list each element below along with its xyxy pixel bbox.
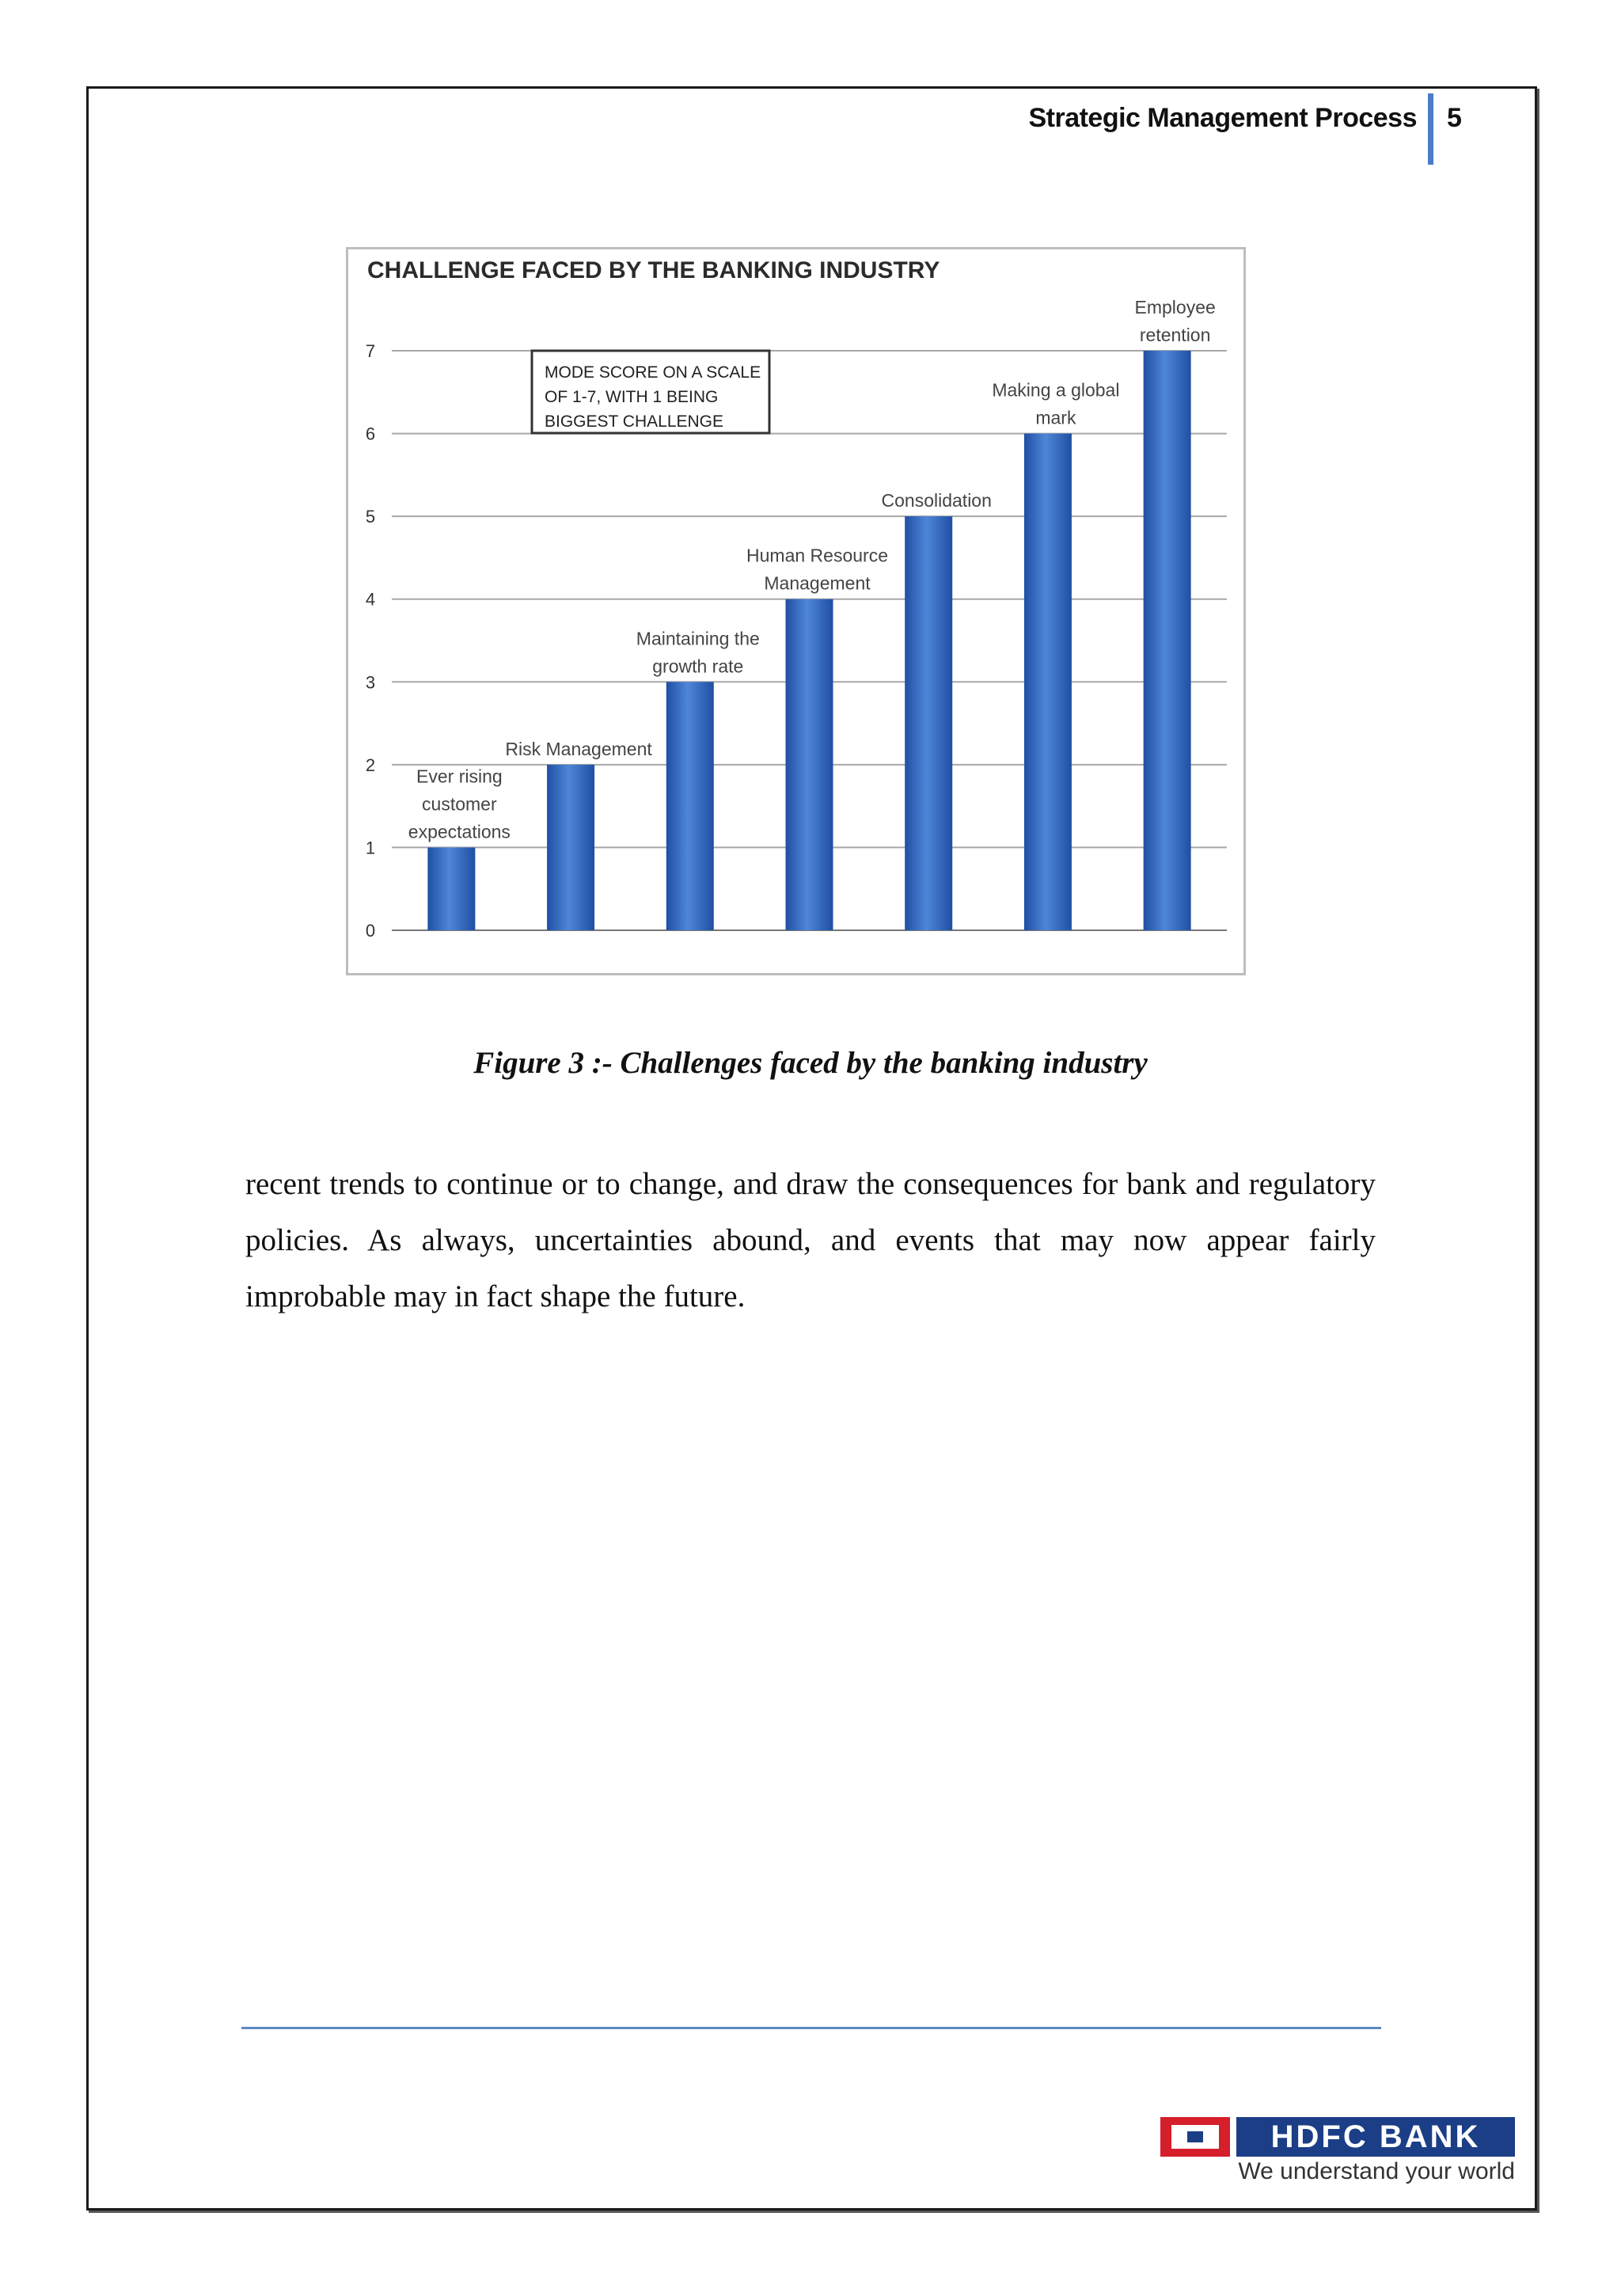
- note-text: OF 1-7, WITH 1 BEING: [545, 388, 719, 406]
- bar-category-label: Employee: [1134, 297, 1216, 317]
- footer-rule: [241, 2027, 1381, 2029]
- bar-category-label: Management: [764, 572, 871, 594]
- bar-category-label: customer: [422, 793, 497, 815]
- bar-category-label: retention: [1139, 325, 1211, 345]
- body-paragraph: recent trends to continue or to change, and draw the consequences for bank and regulatory policies. As always, uncertainties abound, and events that may now appear fairly improbable may in fact shape the future.: [245, 1167, 1376, 1313]
- bar: [427, 847, 475, 930]
- bar-category-label: Making a global: [992, 379, 1120, 401]
- y-tick-label: 1: [365, 838, 376, 858]
- y-tick-label: 2: [365, 755, 376, 775]
- logo-wordmark: HDFC BANK: [1236, 2117, 1515, 2157]
- chart-title: CHALLENGE FACED BY THE BANKING INDUSTRY: [367, 257, 940, 283]
- y-tick-label: 3: [365, 672, 376, 693]
- page-number: 5: [1447, 103, 1462, 133]
- note-text: MODE SCORE ON A SCALE: [545, 363, 761, 382]
- bar: [786, 599, 833, 930]
- bar-category-label: Human Resource: [746, 545, 888, 566]
- y-tick-label: 0: [365, 921, 376, 941]
- y-tick-label: 7: [365, 341, 376, 361]
- bar-category-label: Consolidation: [881, 490, 992, 511]
- bar-chart: [346, 247, 1246, 975]
- bar: [666, 682, 714, 930]
- bar-category-label: Risk Management: [505, 738, 652, 759]
- y-tick-label: 4: [365, 589, 376, 610]
- bar: [1024, 434, 1072, 930]
- bar-category-label: Maintaining the: [636, 628, 760, 649]
- y-tick-label: 5: [365, 507, 376, 527]
- bar-category-label: mark: [1035, 407, 1076, 428]
- figure-caption: Figure 3 :- Challenges faced by the banking industry: [473, 1046, 1148, 1080]
- logo-tagline: We understand your world: [1238, 2158, 1515, 2184]
- running-header-title: Strategic Management Process: [1028, 103, 1417, 133]
- bar-category-label: Ever rising: [416, 766, 503, 787]
- bar: [547, 765, 594, 930]
- bar: [1144, 351, 1191, 930]
- bar-category-label: growth rate: [652, 656, 744, 677]
- hdfc-logo-mark-icon: [1160, 2117, 1230, 2157]
- chart-canvas: [348, 249, 1243, 973]
- header-divider: [1428, 93, 1433, 165]
- hdfc-bank-logo: [1160, 2112, 1515, 2184]
- y-tick-label: 6: [365, 424, 376, 444]
- bar-category-label: expectations: [408, 821, 511, 842]
- note-text: BIGGEST CHALLENGE: [545, 412, 724, 431]
- bar: [905, 516, 952, 930]
